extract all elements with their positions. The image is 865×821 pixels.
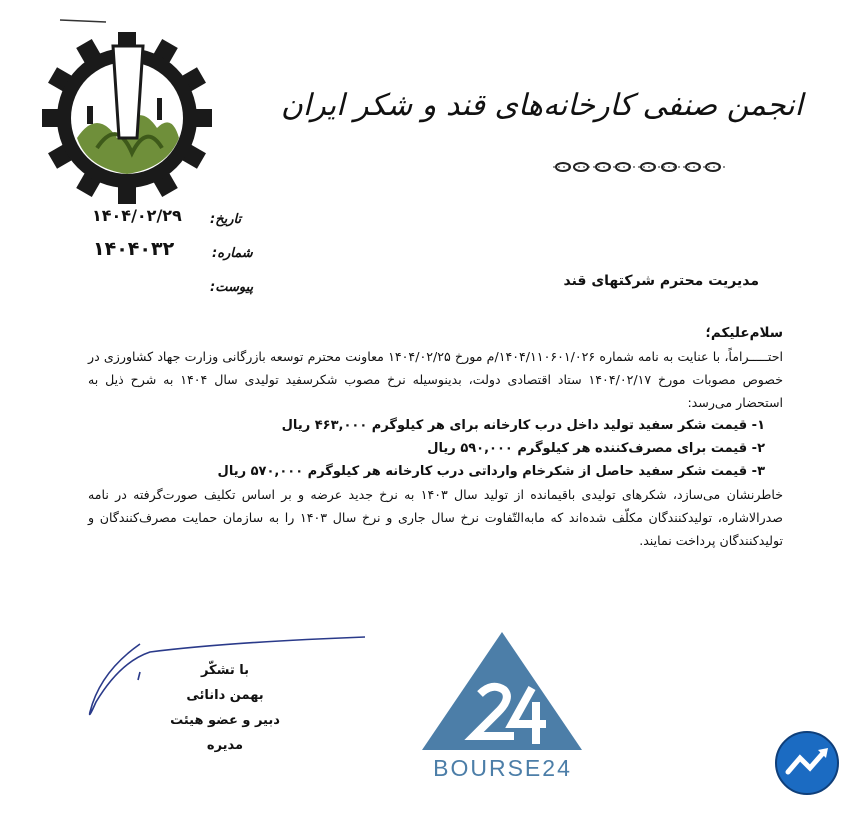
number-value: ۱۴۰۴۰۳۲ [93,238,175,260]
greeting: سلام‌علیکم؛ [705,325,783,341]
price-item: ۲- قیمت برای مصرف‌کننده هر کیلوگرم ۵۹۰,۰۰۰ ریال [427,441,765,456]
number-label: شماره: [212,246,253,261]
signer-title: دبیر و عضو هیئت مدیره [170,713,280,753]
sugar-factory-emblem-icon [42,18,212,206]
price-item: ۳- قیمت شکر سفید حاصل از شکرخام وارداتی درب کارخانه هر کیلوگرم ۵۷۰,۰۰۰ ریال [217,464,765,479]
letter-body [88,322,783,552]
intro-paragraph: احتـــــراماً، با عنایت به نامه شماره ۱۴۰۴/۱۱۰۶۰۱/۰۲۶/م مورخ ۱۴۰۴/۰۲/۲۵ معاونت محترم توسعه بازرگانی وزارت جهاد کشاورزی در خصوص مصوبات مورخ ۱۴۰۴/۰۲/۱۷ ستاد اقتصادی دولت، بدینوسیله نرخ مصوب شکرسفید تولیدی سال ۱۴۰۴ به شرح ذیل به استحضار می‌رسد: [88,349,784,410]
attachment-label: پیوست: [210,280,254,295]
date-label: تاریخ: [210,212,242,227]
recipient: مدیریت محترم شرکتهای قند [563,273,759,289]
bourse24-wordmark: BOURSE24 [433,755,572,781]
bourse24-logo-icon [422,632,582,754]
signature-block [165,658,285,758]
closing-paragraph: خاطرنشان می‌سازد، شکرهای تولیدی باقیمانده از تولید سال ۱۴۰۳ به نرخ جدید عرضه و بر اساس تکلیف صورت‌گرفته در نامه صدرالاشاره، تولیدکنندگان مکلّف شده‌اند که مابه‌التّفاوت نرخ سال جاری و نرخ سال ۱۴۰۳ را به سازمان حمایت مصرف‌کنندگان و تولیدکنندگان پرداخت نمایند. [88,487,783,548]
organization-title: انجمن صنفی کارخانه‌های قند و شکر ایران [280,88,803,123]
price-item: ۱- قیمت شکر سفید تولید داخل درب کارخانه برای هر کیلوگرم ۴۶۳,۰۰۰ ریال [281,418,765,433]
bourse24-badge-icon [774,730,840,796]
thanks-line: با تشکّر [200,663,250,678]
decorative-divider [553,160,725,174]
date-value: ۱۴۰۴/۰۲/۲۹ [92,206,182,225]
signer-name: بهمن دانائی [186,688,264,703]
